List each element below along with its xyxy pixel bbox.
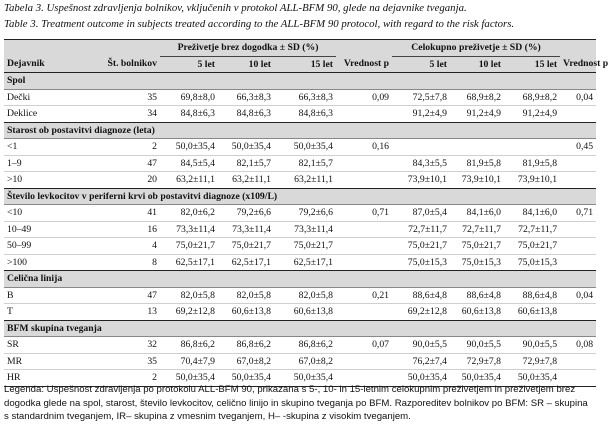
cell-os-10y: 75,0±21,7 (450, 238, 504, 255)
cell-efs-15y: 86,8±6,2 (274, 337, 336, 354)
cell-efs-p (336, 304, 392, 321)
cell-os-10y: 68,9±8,2 (450, 89, 504, 106)
cell-efs-15y: 60,6±13,8 (274, 304, 336, 321)
header-row-columns (4, 56, 596, 73)
cell-efs-5y: 62,5±17,1 (160, 254, 218, 271)
cell-efs-10y: 86,8±6,2 (218, 337, 274, 354)
cell-factor-label: B (4, 287, 100, 304)
cell-os-p (560, 238, 596, 255)
cell-efs-10y: 50,0±35,4 (218, 370, 274, 387)
cell-factor-label: 1–9 (4, 155, 100, 172)
cell-efs-5y: 70,4±7,9 (160, 353, 218, 370)
cell-efs-p (336, 221, 392, 238)
cell-os-p (560, 155, 596, 172)
cell-os-p (560, 304, 596, 321)
header-os-15y: 15 let (504, 56, 560, 73)
cell-efs-5y: 75,0±21,7 (160, 238, 218, 255)
cell-os-p (560, 254, 596, 271)
header-factor: Dejavnik (4, 56, 100, 73)
cell-patients: 47 (100, 287, 160, 304)
cell-os-10y: 60,6±13,8 (450, 304, 504, 321)
section-title: Celična linija (4, 271, 596, 288)
table-row (4, 89, 596, 106)
table-row (4, 353, 596, 370)
cell-os-p: 0,45 (560, 139, 596, 156)
header-row-groups (4, 40, 596, 57)
cell-factor-label: T (4, 304, 100, 321)
cell-efs-10y: 63,2±11,1 (218, 172, 274, 189)
cell-os-5y (392, 139, 450, 156)
cell-os-10y: 50,0±35,4 (450, 370, 504, 387)
header-spacer (4, 40, 100, 57)
cell-efs-p (336, 172, 392, 189)
table-row (4, 287, 596, 304)
cell-os-15y: 84,1±6,0 (504, 205, 560, 222)
cell-os-5y: 73,9±10,1 (392, 172, 450, 189)
cell-efs-5y: 84,5±5,4 (160, 155, 218, 172)
header-spacer (100, 40, 160, 57)
cell-patients: 2 (100, 370, 160, 387)
cell-os-15y: 73,9±10,1 (504, 172, 560, 189)
cell-factor-label: 50–99 (4, 238, 100, 255)
cell-efs-15y: 82,0±5,8 (274, 287, 336, 304)
cell-patients: 4 (100, 238, 160, 255)
cell-efs-5y: 84,8±6,3 (160, 106, 218, 123)
cell-efs-15y: 75,0±21,7 (274, 238, 336, 255)
cell-efs-p: 0,07 (336, 337, 392, 354)
cell-efs-p: 0,16 (336, 139, 392, 156)
table-row (4, 254, 596, 271)
cell-os-15y: 90,0±5,5 (504, 337, 560, 354)
cell-efs-15y: 67,0±8,2 (274, 353, 336, 370)
cell-efs-p (336, 353, 392, 370)
cell-os-p (560, 106, 596, 123)
cell-factor-label: HR (4, 370, 100, 387)
cell-os-5y: 69,2±12,8 (392, 304, 450, 321)
section-title: Spol (4, 73, 596, 90)
header-efs-p: Vrednost p (336, 56, 392, 73)
cell-os-5y: 50,0±35,4 (392, 370, 450, 387)
cell-efs-15y: 62,5±17,1 (274, 254, 336, 271)
table-row (4, 139, 596, 156)
cell-os-5y: 72,7±11,7 (392, 221, 450, 238)
header-efs-15y: 15 let (274, 56, 336, 73)
cell-efs-5y: 82,0±5,8 (160, 287, 218, 304)
cell-factor-label: MR (4, 353, 100, 370)
cell-os-p: 0,71 (560, 205, 596, 222)
cell-os-15y: 91,2±4,9 (504, 106, 560, 123)
header-os-p: Vrednost p (560, 56, 596, 73)
outcome-table (4, 39, 608, 387)
table-row (4, 155, 596, 172)
table-row (4, 106, 596, 123)
cell-os-10y: 72,7±11,7 (450, 221, 504, 238)
cell-os-p (560, 353, 596, 370)
cell-os-10y: 75,0±15,3 (450, 254, 504, 271)
cell-os-15y: 81,9±5,8 (504, 155, 560, 172)
cell-efs-5y: 50,0±35,4 (160, 370, 218, 387)
header-efs-10y: 10 let (218, 56, 274, 73)
cell-os-10y: 91,2±4,9 (450, 106, 504, 123)
cell-os-15y: 88,6±4,8 (504, 287, 560, 304)
cell-os-p: 0,08 (560, 337, 596, 354)
cell-efs-10y: 60,6±13,8 (218, 304, 274, 321)
cell-efs-10y: 82,0±5,8 (218, 287, 274, 304)
cell-os-p: 0,04 (560, 89, 596, 106)
table-row (4, 172, 596, 189)
cell-patients: 47 (100, 155, 160, 172)
cell-efs-5y: 50,0±35,4 (160, 139, 218, 156)
cell-os-10y: 73,9±10,1 (450, 172, 504, 189)
cell-efs-15y: 82,1±5,7 (274, 155, 336, 172)
cell-os-15y: 68,9±8,2 (504, 89, 560, 106)
table-row (4, 221, 596, 238)
cell-os-5y: 87,0±5,4 (392, 205, 450, 222)
table-caption-english: Table 3. Treatment outcome in subjects treated according to the ALL-BFM 90 protocol, with regard to the risk factors. (4, 18, 515, 30)
cell-os-15y: 50,0±35,4 (504, 370, 560, 387)
cell-efs-10y: 84,8±6,3 (218, 106, 274, 123)
cell-efs-p (336, 254, 392, 271)
cell-os-p: 0,04 (560, 287, 596, 304)
cell-efs-5y: 82,0±6,2 (160, 205, 218, 222)
cell-os-10y: 84,1±6,0 (450, 205, 504, 222)
cell-efs-15y: 84,8±6,3 (274, 106, 336, 123)
section-header-row (4, 188, 596, 205)
cell-efs-15y: 63,2±11,1 (274, 172, 336, 189)
cell-patients: 34 (100, 106, 160, 123)
cell-efs-15y: 79,2±6,6 (274, 205, 336, 222)
cell-efs-p (336, 238, 392, 255)
cell-efs-15y: 66,3±8,3 (274, 89, 336, 106)
section-title: BFM skupina tveganja (4, 320, 596, 337)
cell-factor-label: <10 (4, 205, 100, 222)
cell-factor-label: <1 (4, 139, 100, 156)
header-os-10y: 10 let (450, 56, 504, 73)
header-efs-group: Preživetje brez dogodka ± SD (%) (160, 40, 336, 57)
cell-os-p (560, 221, 596, 238)
cell-efs-10y: 82,1±5,7 (218, 155, 274, 172)
cell-os-15y (504, 139, 560, 156)
cell-patients: 16 (100, 221, 160, 238)
cell-efs-5y: 69,2±12,8 (160, 304, 218, 321)
cell-os-5y: 90,0±5,5 (392, 337, 450, 354)
cell-os-10y: 72,9±7,8 (450, 353, 504, 370)
header-os-group: Celokupno preživetje ± SD (%) (392, 40, 560, 57)
cell-os-15y: 75,0±15,3 (504, 254, 560, 271)
section-header-row (4, 122, 596, 139)
cell-os-10y: 90,0±5,5 (450, 337, 504, 354)
cell-os-15y: 60,6±13,8 (504, 304, 560, 321)
cell-efs-10y: 66,3±8,3 (218, 89, 274, 106)
cell-os-5y: 88,6±4,8 (392, 287, 450, 304)
cell-efs-5y: 73,3±11,4 (160, 221, 218, 238)
cell-efs-p (336, 106, 392, 123)
cell-patients: 35 (100, 89, 160, 106)
table-row (4, 205, 596, 222)
cell-efs-10y: 75,0±21,7 (218, 238, 274, 255)
cell-patients: 13 (100, 304, 160, 321)
cell-patients: 35 (100, 353, 160, 370)
cell-efs-p: 0,71 (336, 205, 392, 222)
cell-factor-label: >10 (4, 172, 100, 189)
cell-efs-p: 0,09 (336, 89, 392, 106)
table-caption-slovene: Tabela 3. Uspešnost zdravljenja bolnikov, vključenih v protokol ALL-BFM 90, glede na dejavnike tveganja. (4, 2, 467, 14)
cell-efs-5y: 86,8±6,2 (160, 337, 218, 354)
cell-os-p (560, 172, 596, 189)
header-patients: Št. bolnikov (100, 56, 160, 73)
section-header-row (4, 320, 596, 337)
table-body (4, 73, 596, 387)
cell-efs-15y: 73,3±11,4 (274, 221, 336, 238)
table-row (4, 304, 596, 321)
table-row (4, 238, 596, 255)
cell-efs-15y: 50,0±35,4 (274, 139, 336, 156)
cell-efs-5y: 69,8±8,0 (160, 89, 218, 106)
cell-efs-10y: 79,2±6,6 (218, 205, 274, 222)
cell-os-5y: 84,3±5,5 (392, 155, 450, 172)
cell-efs-p: 0,21 (336, 287, 392, 304)
cell-factor-label: SR (4, 337, 100, 354)
cell-os-15y: 72,9±7,8 (504, 353, 560, 370)
cell-factor-label: Dečki (4, 89, 100, 106)
cell-factor-label: >100 (4, 254, 100, 271)
cell-os-10y (450, 139, 504, 156)
cell-patients: 32 (100, 337, 160, 354)
cell-os-5y: 91,2±4,9 (392, 106, 450, 123)
header-spacer (560, 40, 596, 57)
section-title: Starost ob postavitvi diagnoze (leta) (4, 122, 596, 139)
cell-os-5y: 75,0±21,7 (392, 238, 450, 255)
header-os-5y: 5 let (392, 56, 450, 73)
table-row (4, 337, 596, 354)
cell-efs-10y: 50,0±35,4 (218, 139, 274, 156)
cell-os-5y: 75,0±15,3 (392, 254, 450, 271)
cell-efs-p (336, 155, 392, 172)
cell-efs-15y: 50,0±35,4 (274, 370, 336, 387)
cell-os-15y: 72,7±11,7 (504, 221, 560, 238)
cell-os-5y: 72,5±7,8 (392, 89, 450, 106)
header-efs-5y: 5 let (160, 56, 218, 73)
table-legend: Legenda: Uspešnost zdravljenja po protokolu ALL-BFM 90, prikazana s 5-, 10- in 15-letnim celokupnim preživetjem in preživetjem brez dogodka glede na spol, starost, število levkocitov, celično linijo in skupino tveganja po BFM. Razporeditev bolnikov po BFM: SR – skupina s standardnim tveganjem, IR– skupina z vmesnim tveganjem, H– -skupina z visokim tveganjem. (4, 384, 588, 422)
cell-os-15y: 75,0±21,7 (504, 238, 560, 255)
cell-efs-10y: 67,0±8,2 (218, 353, 274, 370)
header-spacer (336, 40, 392, 57)
cell-patients: 2 (100, 139, 160, 156)
cell-factor-label: Deklice (4, 106, 100, 123)
cell-efs-10y: 73,3±11,4 (218, 221, 274, 238)
cell-efs-5y: 63,2±11,1 (160, 172, 218, 189)
cell-patients: 41 (100, 205, 160, 222)
section-header-row (4, 271, 596, 288)
cell-patients: 20 (100, 172, 160, 189)
cell-os-10y: 81,9±5,8 (450, 155, 504, 172)
section-title: Število levkocitov v periferni krvi ob postavitvi diagnoze (x109/L) (4, 188, 596, 205)
cell-efs-10y: 62,5±17,1 (218, 254, 274, 271)
cell-factor-label: 10–49 (4, 221, 100, 238)
cell-os-5y: 76,2±7,4 (392, 353, 450, 370)
section-header-row (4, 73, 596, 90)
cell-patients: 8 (100, 254, 160, 271)
cell-os-10y: 88,6±4,8 (450, 287, 504, 304)
